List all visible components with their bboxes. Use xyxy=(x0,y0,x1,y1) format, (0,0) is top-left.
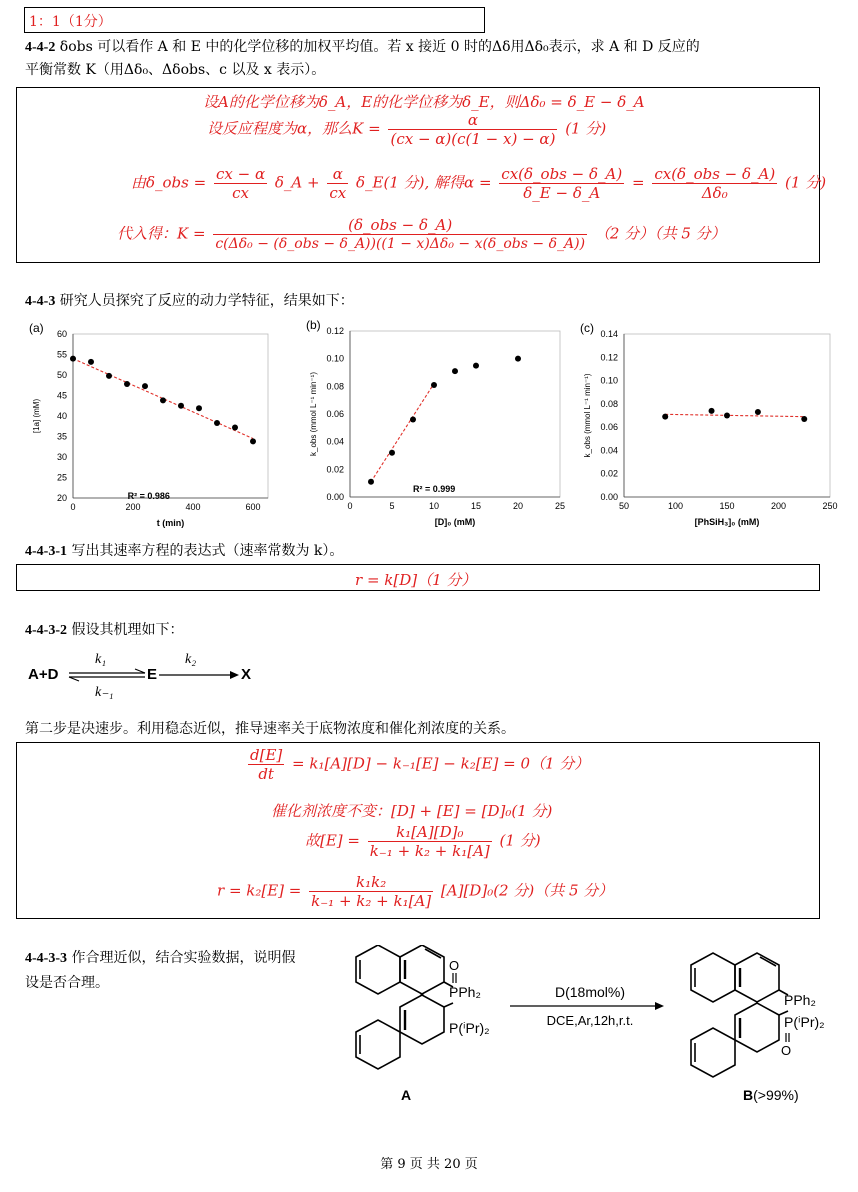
panel-label: (b) xyxy=(306,318,321,332)
fraction xyxy=(214,165,267,202)
answer-line-2: 催化剂浓度不变：[D] + [E] = [D]₀(1 分) xyxy=(271,802,553,820)
rate-constant-k-1: k₋₁ xyxy=(95,685,114,700)
question-text: 研究人员探究了反应的动力学特征，结果如下： xyxy=(55,293,354,309)
data-point xyxy=(515,356,521,362)
question-text: δobs 可以看作 A 和 E 中的化学位移的加权平均值。若 x 接近 0 时的Δδ用Δδ₀表示，求 A 和 D 反应的 xyxy=(55,39,700,55)
data-point xyxy=(709,408,715,414)
y-tick-label: 0.00 xyxy=(600,492,618,502)
data-point xyxy=(70,356,76,362)
data-point xyxy=(389,450,395,456)
y-tick-label: 45 xyxy=(56,390,67,401)
question-text: 作合理近似，结合实验数据，说明假 xyxy=(67,950,296,966)
y-tick-label: 50 xyxy=(56,370,67,380)
y-tick-label: 35 xyxy=(56,431,67,442)
line3-prefix: 由δ_obs = xyxy=(131,173,207,192)
answer-line-3 xyxy=(131,165,826,202)
line3-mid1: δ_A + xyxy=(274,173,320,192)
answer-text: 1：1（1分） xyxy=(29,14,112,30)
y-tick-label: 0.04 xyxy=(600,445,618,456)
data-point xyxy=(662,414,668,420)
fraction xyxy=(327,165,348,202)
y-tick-label: 60 xyxy=(56,329,67,339)
rate-constant-k1: k₁ xyxy=(95,652,107,667)
data-point xyxy=(250,438,256,444)
rate-constant-k2: k₂ xyxy=(185,652,197,667)
question-label: 4-4-3-3 xyxy=(25,951,67,966)
panel-label: (c) xyxy=(580,321,594,335)
denominator: dt xyxy=(258,765,274,783)
x-tick-label: 200 xyxy=(125,502,141,512)
denominator: k₋₁ + k₂ + k₁[A] xyxy=(369,842,490,860)
numerator: α xyxy=(388,111,557,130)
chart-b xyxy=(306,318,565,527)
data-point xyxy=(473,363,479,369)
page-footer: 第 9 页 共 20 页 xyxy=(380,1157,478,1172)
y-tick-label: 0.10 xyxy=(326,353,344,364)
y-tick-label: 0.08 xyxy=(326,381,344,392)
x-tick-label: 100 xyxy=(667,501,684,511)
x-tick-label: 5 xyxy=(389,501,395,511)
question-label: 4-4-3-1 xyxy=(25,544,67,559)
arrow-icon xyxy=(158,670,240,680)
y-tick-label: 0.04 xyxy=(326,436,344,447)
answer-line-4 xyxy=(217,873,613,910)
question-4-4-3 xyxy=(25,290,354,313)
y-axis-label: k_obs (mmol L⁻¹ min⁻¹) xyxy=(309,371,318,457)
answer-text: r = k[D]（1 分） xyxy=(355,571,477,589)
line1-rest: = k₁[A][D] − k₋₁[E] − k₂[E] = 0（1 分） xyxy=(292,754,590,773)
line4-prefix: 代入得：K = xyxy=(117,224,206,243)
y-tick-label: 0.10 xyxy=(600,375,618,386)
denominator: k₋₁ + k₂ + k₁[A] xyxy=(311,892,432,910)
data-point xyxy=(124,381,130,387)
question-4-4-2 xyxy=(25,36,835,81)
numerator: (δ_obs − δ_A) xyxy=(213,216,587,235)
data-point xyxy=(88,359,94,365)
compound-b-label: B(>99%) xyxy=(743,1087,799,1103)
answer-box-4-4-2 xyxy=(16,87,827,263)
numerator: cx − α xyxy=(215,165,266,183)
numerator: k₁[A][D]₀ xyxy=(368,823,492,842)
plot-frame xyxy=(350,331,560,497)
question-text-2: 平衡常数 K（用Δδ₀、Δδobs、c 以及 x 表示）。 xyxy=(25,62,326,78)
mechanism-scheme xyxy=(25,650,285,705)
data-point xyxy=(196,405,202,411)
data-point xyxy=(160,397,166,403)
answer-box-4-4-3-2 xyxy=(16,742,820,919)
compound-a-label: A xyxy=(401,1087,412,1103)
denominator: (cx − α)(c(1 − x) − α) xyxy=(390,130,556,148)
x-tick-label: 250 xyxy=(822,501,838,511)
answer-line-1: 设A的化学位移为δ_A，E的化学位移为δ_E，则Δδ₀ = δ_E − δ_A xyxy=(203,93,645,111)
question-label: 4-4-3 xyxy=(25,294,56,309)
intermediate: E xyxy=(147,666,158,683)
kinetics-charts xyxy=(25,318,845,533)
data-point xyxy=(142,383,148,389)
question-label: 4-4-3-2 xyxy=(25,623,67,638)
reaction-scheme xyxy=(345,945,845,1110)
question-4-4-3-3 xyxy=(25,946,365,995)
fraction xyxy=(309,873,433,910)
line3-prefix: 故[E] = xyxy=(305,831,360,850)
left-phosphine-oxide-o: O xyxy=(449,958,460,973)
x-tick-label: 150 xyxy=(719,501,735,511)
y-tick-label: 20 xyxy=(56,493,67,503)
left-pph2-label: PPh₂ xyxy=(449,984,481,1000)
score: [A][D]₀(2 分)（共 5 分） xyxy=(440,881,614,900)
fit-line xyxy=(665,414,804,416)
y-tick-label: 0.02 xyxy=(326,464,344,475)
y-tick-label: 0.12 xyxy=(600,352,618,363)
answer-line-1 xyxy=(245,746,589,783)
left-pipr2-label: P(ⁱPr)₂ xyxy=(449,1020,490,1036)
fraction xyxy=(499,165,624,202)
y-tick-label: 0.08 xyxy=(600,398,618,409)
answer-line-2 xyxy=(207,111,606,148)
question-text-2: 设是否合理。 xyxy=(25,975,109,991)
x-tick-label: 50 xyxy=(618,501,630,511)
x-tick-label: 400 xyxy=(185,502,201,512)
y-tick-label: 30 xyxy=(56,452,67,462)
score: (1 分) xyxy=(565,119,607,138)
data-point xyxy=(368,479,374,485)
denominator: Δδ₀ xyxy=(701,184,728,202)
r-squared-label: R² = 0.986 xyxy=(127,490,170,501)
y-tick-label: 0.02 xyxy=(600,468,618,479)
score: （2 分）（共 5 分） xyxy=(594,224,726,243)
numerator: α xyxy=(327,165,348,184)
equilibrium-arrow-icon xyxy=(67,668,147,682)
x-tick-label: 600 xyxy=(245,502,261,512)
score: (1 分) xyxy=(785,173,827,192)
answer-box-4-4-3-1 xyxy=(16,564,820,591)
fraction xyxy=(213,216,587,253)
question-4-4-3-1 xyxy=(25,540,343,563)
r-squared-label: R² = 0.999 xyxy=(413,484,456,495)
x-axis-label: [PhSiH₃]₀ (mM) xyxy=(694,517,760,527)
y-tick-label: 0.06 xyxy=(600,422,618,433)
score: (1 分) xyxy=(499,831,541,850)
numerator: d[E] xyxy=(250,746,283,764)
right-pipr2-label: P(ⁱPr)₂ xyxy=(784,1014,825,1030)
data-point xyxy=(431,382,437,388)
x-tick-label: 200 xyxy=(770,501,787,511)
x-axis-label: [D]₀ (mM) xyxy=(434,517,476,527)
denominator: cx xyxy=(232,184,249,202)
question-label: 4-4-2 xyxy=(25,40,56,55)
y-tick-label: 25 xyxy=(56,472,67,483)
right-phosphine-oxide-o: O xyxy=(781,1043,792,1058)
y-tick-label: 40 xyxy=(56,411,67,421)
plot-frame xyxy=(73,334,268,498)
question-text: 第二步是决速步。利用稳态近似，推导速率关于底物浓度和催化剂浓度的关系。 xyxy=(25,721,515,737)
line2-prefix: 设反应程度为α，那么K = xyxy=(207,119,381,138)
question-text: 假设其机理如下： xyxy=(67,622,184,638)
answer-line-4 xyxy=(117,216,726,253)
denominator: δ_E − δ_A xyxy=(523,184,601,202)
data-point xyxy=(232,424,238,430)
data-point xyxy=(801,416,807,422)
denominator: c(Δδ₀ − (δ_obs − δ_A))((1 − x)Δδ₀ − x(δ_obs − δ_A)) xyxy=(215,236,586,252)
answer-box-top xyxy=(24,7,485,33)
y-axis-label: [1a] (mM) xyxy=(32,398,41,434)
right-pph2-label: PPh₂ xyxy=(784,992,816,1008)
data-point xyxy=(214,420,220,426)
question-text: 写出其速率方程的表达式（速率常数为 k）。 xyxy=(67,543,344,559)
y-tick-label: 0.06 xyxy=(326,409,344,419)
panel-label: (a) xyxy=(29,321,44,335)
y-tick-label: 0.00 xyxy=(326,492,344,502)
line4-prefix: r = k₂[E] = xyxy=(217,881,302,900)
question-4-4-3-2-text xyxy=(25,718,515,740)
answer-line-3 xyxy=(305,823,541,860)
y-axis-label: k_obs (mmol L⁻¹ min⁻¹) xyxy=(583,373,592,458)
chart-a xyxy=(29,321,268,528)
fraction xyxy=(368,823,492,860)
denominator: cx xyxy=(329,184,347,202)
data-point xyxy=(724,413,730,419)
numerator: cx(δ_obs − δ_A) xyxy=(501,165,623,183)
numerator: k₁k₂ xyxy=(309,873,433,892)
data-point xyxy=(178,403,184,409)
chart-c xyxy=(580,321,838,527)
product: X xyxy=(241,666,252,683)
x-tick-label: 25 xyxy=(554,501,566,511)
data-point xyxy=(452,368,458,374)
x-tick-label: 15 xyxy=(470,501,482,511)
reactants: A+D xyxy=(28,666,59,683)
molecule-a-structure xyxy=(356,945,453,1069)
fit-line xyxy=(371,384,434,482)
data-point xyxy=(755,409,761,415)
y-tick-label: 55 xyxy=(56,349,67,360)
fraction xyxy=(388,111,557,148)
data-point xyxy=(410,417,416,423)
question-4-4-3-2 xyxy=(25,619,183,642)
fraction xyxy=(652,165,777,202)
condition-solvent: DCE,Ar,12h,r.t. xyxy=(546,1013,634,1028)
fraction xyxy=(248,746,284,783)
x-tick-label: 10 xyxy=(428,501,440,511)
numerator: cx(δ_obs − δ_A) xyxy=(654,165,776,183)
y-tick-label: 0.14 xyxy=(600,329,618,339)
equals: = xyxy=(631,173,645,192)
line3-mid2: δ_E(1 分), 解得α = xyxy=(356,173,492,192)
data-point xyxy=(106,373,112,379)
x-tick-label: 0 xyxy=(70,502,76,512)
condition-catalyst: D(18mol%) xyxy=(554,984,626,1000)
y-tick-label: 0.12 xyxy=(326,326,344,336)
x-axis-label: t (min) xyxy=(156,518,185,528)
x-tick-label: 0 xyxy=(347,501,353,511)
x-tick-label: 20 xyxy=(512,501,524,511)
molecule-b-structure xyxy=(691,953,788,1077)
